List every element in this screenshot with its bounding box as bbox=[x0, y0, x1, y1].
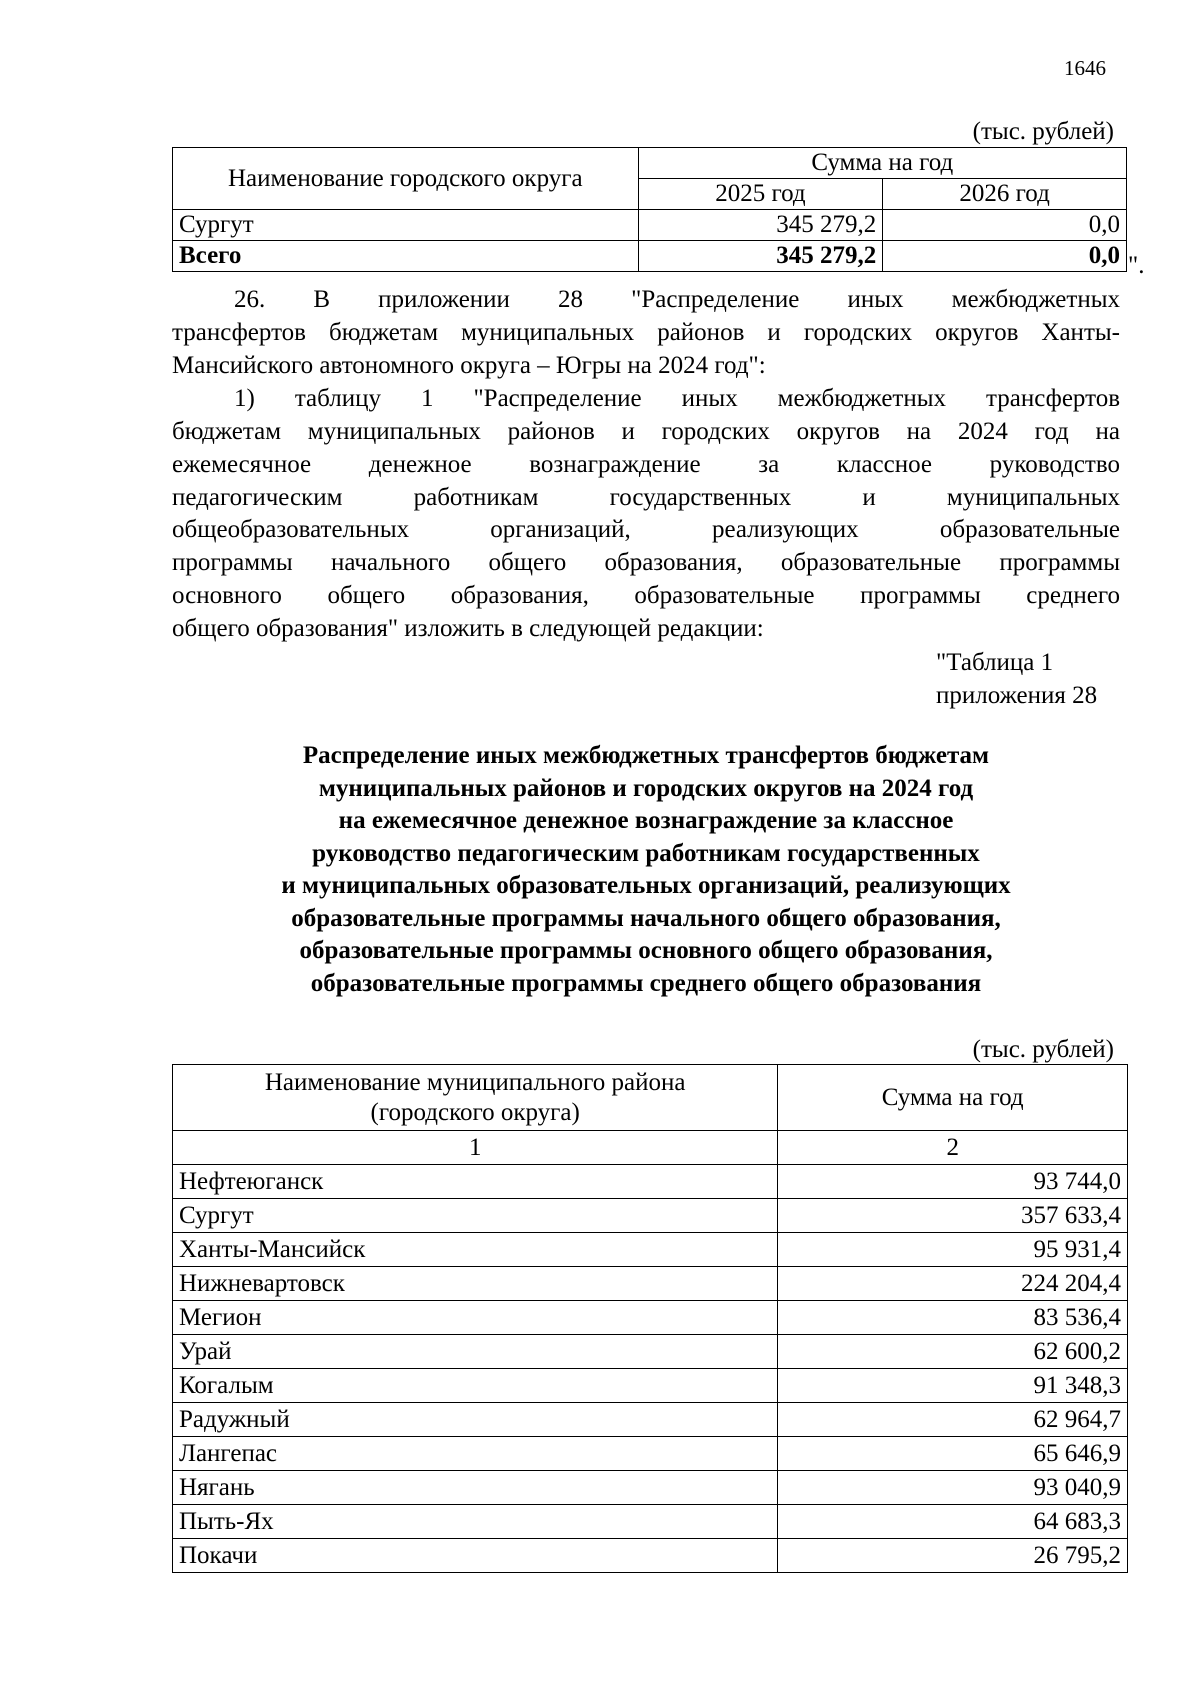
paragraph-1-line: ежемесячное денежное вознаграждение за классное руководство bbox=[172, 451, 1120, 478]
table2-cell-name: Когалым bbox=[173, 1369, 778, 1403]
table2-cell-value: 93 040,9 bbox=[778, 1471, 1128, 1505]
table2-cell-value: 357 633,4 bbox=[778, 1199, 1128, 1233]
table2-cell-value: 26 795,2 bbox=[778, 1539, 1128, 1573]
table-row bbox=[173, 1301, 1128, 1335]
table2-cell-name: Нягань bbox=[173, 1471, 778, 1505]
title-line: образовательные программы среднего общего образования bbox=[310, 969, 982, 997]
table1-header-year: 2025 год bbox=[638, 179, 883, 210]
table1-total-label: Всего bbox=[173, 241, 639, 272]
table2-cell-value: 62 600,2 bbox=[778, 1335, 1128, 1369]
table1-unit: (тыс. рублей) bbox=[972, 118, 1114, 145]
table-row bbox=[173, 1437, 1128, 1471]
table2-header-sum: Сумма на год bbox=[778, 1065, 1128, 1131]
table2-unit: (тыс. рублей) bbox=[972, 1036, 1114, 1063]
table1-cell-name: Сургут bbox=[173, 210, 639, 241]
table-row bbox=[173, 210, 1127, 241]
paragraph-1-line: педагогическим работникам государственных и муниципальных bbox=[172, 484, 1120, 511]
table2-cell-name: Нефтеюганск bbox=[173, 1165, 778, 1199]
table2-header-name bbox=[173, 1065, 778, 1131]
title-line: руководство педагогическим работникам государственных bbox=[312, 839, 980, 867]
table2-header-name-line: (городского округа) bbox=[370, 1098, 580, 1126]
title-line: на ежемесячное денежное вознаграждение за классное bbox=[338, 807, 954, 834]
table1-header-sum: Сумма на год bbox=[638, 148, 1126, 179]
table-reference-line: приложения 28 bbox=[936, 682, 1098, 709]
title-line: муниципальных районов и городских округов на 2024 год bbox=[318, 774, 974, 802]
table-row bbox=[173, 1403, 1128, 1437]
table1-cell-2026: 0,0 bbox=[883, 210, 1127, 241]
table2-cell-name: Ханты-Мансийск bbox=[173, 1233, 778, 1267]
table-reference-line: "Таблица 1 bbox=[936, 649, 1054, 676]
table2-cell-name: Мегион bbox=[173, 1301, 778, 1335]
table2-cell-name: Радужный bbox=[173, 1403, 778, 1437]
table2-col-number: 1 bbox=[173, 1131, 778, 1165]
table2-cell-name: Пыть-Ях bbox=[173, 1505, 778, 1539]
table2-cell-value: 62 964,7 bbox=[778, 1403, 1128, 1437]
table1 bbox=[172, 147, 1127, 272]
table2-cell-name: Покачи bbox=[173, 1539, 778, 1573]
title-line: образовательные программы начального общего образования, bbox=[291, 904, 1001, 932]
table1-total-row bbox=[173, 241, 1127, 272]
table2-cell-value: 93 744,0 bbox=[778, 1165, 1128, 1199]
table-row bbox=[173, 1233, 1128, 1267]
table-row bbox=[173, 1199, 1128, 1233]
table-row bbox=[173, 1539, 1128, 1573]
title-line: и муниципальных образовательных организаций, реализующих bbox=[281, 872, 1011, 899]
paragraph-1-line: 1) таблицу 1 "Распределение иных межбюджетных трансфертов bbox=[234, 385, 1120, 412]
paragraph-1-line: программы начального общего образования, образовательные программы bbox=[172, 549, 1120, 576]
table-row bbox=[173, 1505, 1128, 1539]
paragraph-1-line: общеобразовательных организаций, реализующих образовательные bbox=[172, 516, 1120, 543]
page-number: 1646 bbox=[1064, 56, 1106, 80]
table-row bbox=[173, 1267, 1128, 1301]
table2-cell-name: Сургут bbox=[173, 1199, 778, 1233]
table1-cell-2025: 345 279,2 bbox=[638, 210, 883, 241]
table2-cell-value: 91 348,3 bbox=[778, 1369, 1128, 1403]
table1-total-2026: 0,0 bbox=[883, 241, 1127, 272]
table1-header-year: 2026 год bbox=[883, 179, 1127, 210]
table2-cell-value: 83 536,4 bbox=[778, 1301, 1128, 1335]
table1-total-2025: 345 279,2 bbox=[638, 241, 883, 272]
table2-col-number: 2 bbox=[778, 1131, 1128, 1165]
table-row bbox=[173, 1165, 1128, 1199]
paragraph-26-line: трансфертов бюджетам муниципальных районов и городских округов Ханты- bbox=[172, 319, 1120, 346]
table2-cell-name: Лангепас bbox=[173, 1437, 778, 1471]
table-row bbox=[173, 1369, 1128, 1403]
title-line: образовательные программы основного общего образования, bbox=[299, 937, 993, 964]
table2-cell-value: 95 931,4 bbox=[778, 1233, 1128, 1267]
paragraph-1-line: бюджетам муниципальных районов и городских округов на 2024 год на bbox=[172, 418, 1120, 445]
table2-header-name-line: Наименование муниципального района bbox=[264, 1068, 686, 1096]
table2-cell-value: 224 204,4 bbox=[778, 1267, 1128, 1301]
document-title bbox=[172, 740, 1120, 1000]
paragraph-26-line: Мансийского автономного округа – Югры на 2024 год": bbox=[172, 352, 766, 379]
paragraph-1-line: основного общего образования, образовательные программы среднего bbox=[172, 582, 1120, 609]
table2-cell-value: 64 683,3 bbox=[778, 1505, 1128, 1539]
closing-quote: ". bbox=[1128, 252, 1145, 279]
title-line: Распределение иных межбюджетных трансфертов бюджетам bbox=[302, 742, 990, 769]
table1-header-name: Наименование городского округа bbox=[173, 148, 639, 210]
table2-cell-value: 65 646,9 bbox=[778, 1437, 1128, 1471]
table-row bbox=[173, 1471, 1128, 1505]
table-row bbox=[173, 1335, 1128, 1369]
table2-cell-name: Нижневартовск bbox=[173, 1267, 778, 1301]
table2 bbox=[172, 1064, 1128, 1573]
paragraph-1-line: общего образования" изложить в следующей редакции: bbox=[172, 615, 764, 642]
paragraph-26-line: 26. В приложении 28 "Распределение иных межбюджетных bbox=[234, 286, 1120, 313]
table2-cell-name: Урай bbox=[173, 1335, 778, 1369]
